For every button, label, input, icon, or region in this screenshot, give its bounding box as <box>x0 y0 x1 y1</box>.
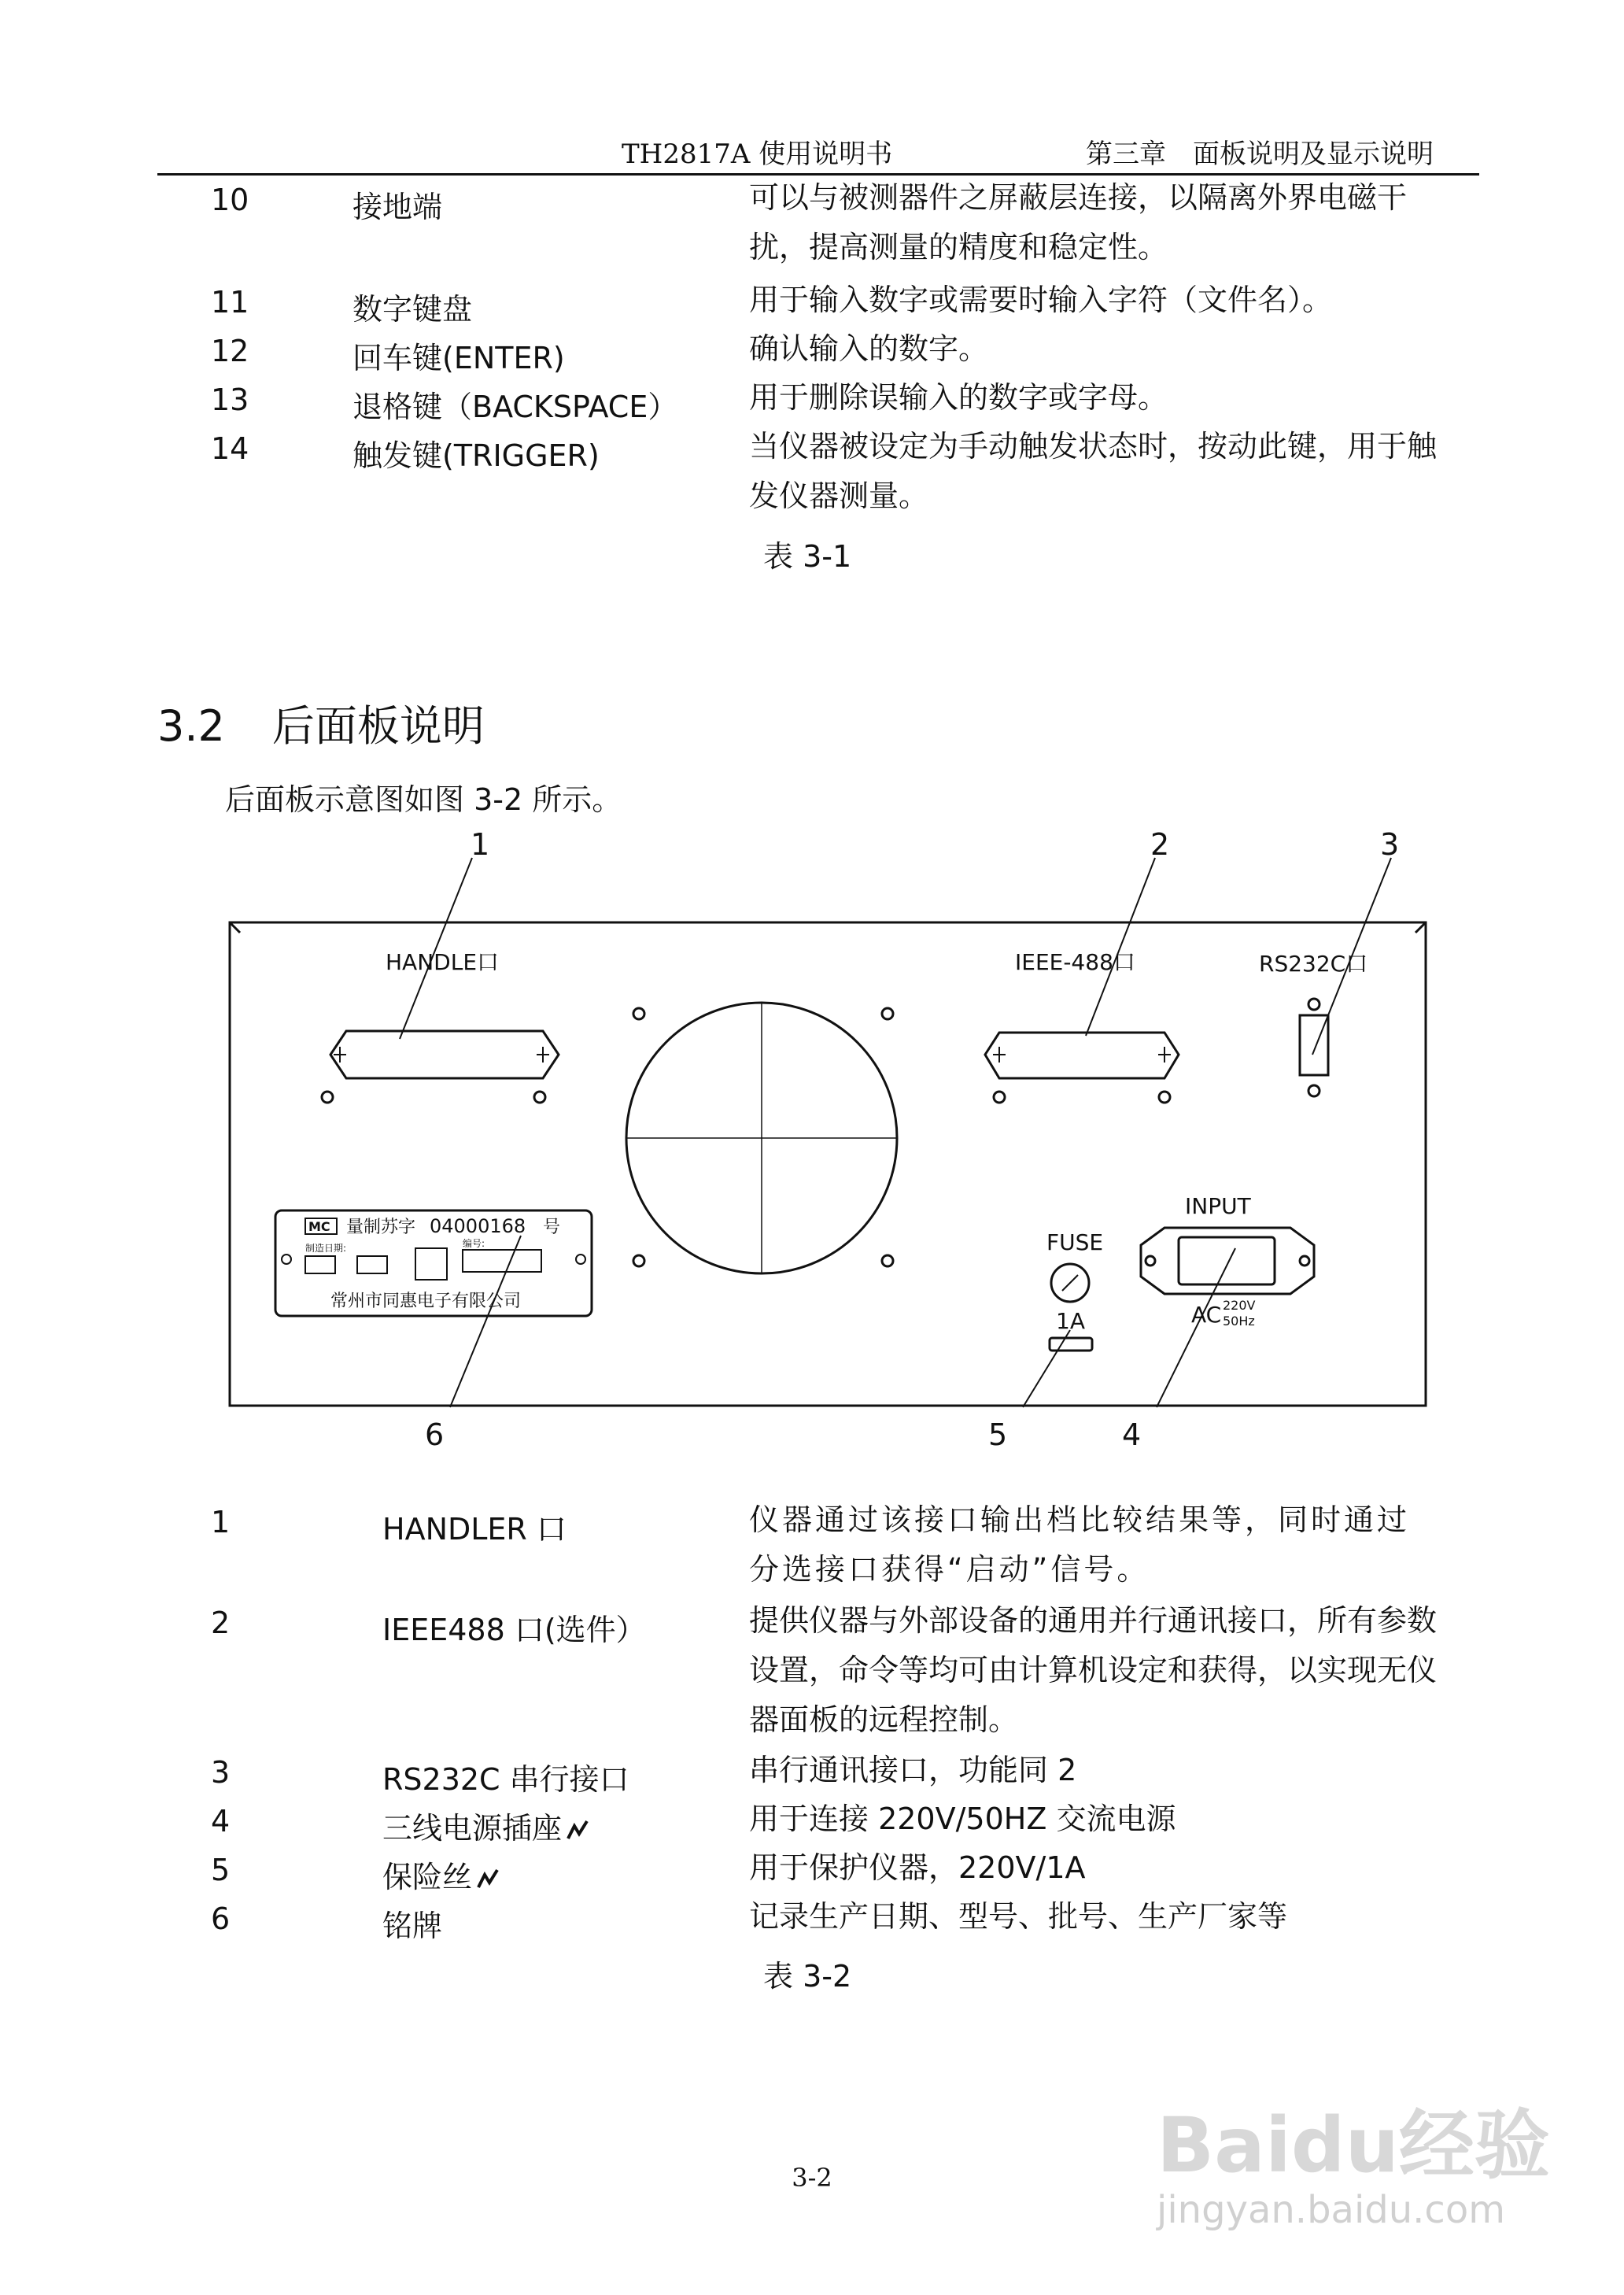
slash-mark-icon <box>565 1818 592 1842</box>
row-number: 5 <box>211 1853 231 1887</box>
watermark-brand: Baidu经验 <box>1157 2101 1550 2190</box>
handle-mount-hole <box>534 1092 545 1103</box>
ieee-mount-hole <box>1159 1092 1170 1103</box>
row-desc: 用于连接 220V/50HZ 交流电源 <box>749 1802 1176 1836</box>
row-desc: 仪器通过该接口输出档比较结果等，同时通过分选接口获得“启动”信号。 <box>749 1502 1411 1587</box>
panel-corner <box>230 922 240 933</box>
callout-leader-6 <box>450 1236 521 1407</box>
section-number: 3.2 <box>157 701 225 751</box>
plate-license: 量制苏字 <box>346 1218 416 1237</box>
ieee-label: IEEE-488口 <box>1015 949 1135 975</box>
fan-screw <box>633 1008 644 1019</box>
ac-label: AC <box>1191 1302 1222 1328</box>
section-heading <box>157 693 532 753</box>
row-desc: 提供仪器与外部设备的通用并行通讯接口，所有参数设置，命令等均可由计算机设定和获得，以实现无仪器面板的远程控制。 <box>749 1603 1438 1737</box>
watermark-url: jingyan.baidu.com <box>1157 2188 1505 2232</box>
table-caption: 表 3-1 <box>763 539 852 574</box>
row-number: 1 <box>211 1505 231 1539</box>
row-name: 触发键(TRIGGER) <box>352 438 600 473</box>
callout-4: 4 <box>1122 1417 1142 1448</box>
row-desc: 记录生产日期、型号、批号、生产厂家等 <box>749 1899 1288 1934</box>
row-desc: 可以与被测器件之屏蔽层连接，以隔离外界电磁干扰，提高测量的精度和稳定性。 <box>749 180 1408 264</box>
plate-emblem <box>415 1248 447 1280</box>
plate-rivet <box>576 1255 585 1264</box>
callout-5: 5 <box>988 1417 1008 1448</box>
callout-leader-2 <box>1086 858 1155 1036</box>
fuse-slot <box>1062 1275 1078 1291</box>
input-label: INPUT <box>1185 1193 1251 1219</box>
row-desc: 用于保护仪器，220V/1A <box>749 1850 1086 1885</box>
fan-screw <box>633 1255 644 1266</box>
ac-voltage: 220V <box>1223 1298 1256 1313</box>
chapter-title: 第三章 面板说明及显示说明 <box>1086 139 1434 170</box>
row-name: HANDLER 口 <box>382 1512 567 1547</box>
fan-screw <box>882 1255 893 1266</box>
callout-3: 3 <box>1380 827 1400 862</box>
row-number: 14 <box>211 431 249 466</box>
row-desc: 串行通讯接口，功能同 2 <box>749 1753 1077 1787</box>
row-number: 3 <box>211 1755 231 1790</box>
row-number: 6 <box>211 1901 231 1936</box>
row-desc: 用于删除误输入的数字或字母。 <box>749 380 1168 415</box>
plate-logo: MC <box>308 1219 330 1234</box>
callout-leader-5 <box>1023 1330 1070 1407</box>
plate-date-label: 制造日期: <box>305 1243 347 1254</box>
row-number: 10 <box>211 183 249 217</box>
callout-6: 6 <box>425 1417 445 1448</box>
fuse-cartridge <box>1050 1338 1092 1351</box>
rs232-mount-hole <box>1308 1085 1320 1096</box>
plate-date-box <box>305 1256 335 1273</box>
row-name: 数字键盘 <box>352 292 473 327</box>
row-name: RS232C 串行接口 <box>382 1762 629 1797</box>
plate-license-no: 04000168 <box>430 1215 526 1237</box>
row-name <box>382 1804 592 1847</box>
plate-serial-label: 编号: <box>463 1238 485 1249</box>
ieee-connector <box>985 1033 1179 1078</box>
handle-mount-hole <box>322 1092 333 1103</box>
power-inlet-screw <box>1146 1256 1155 1266</box>
panel-outline <box>230 922 1426 1406</box>
rs232-label: RS232C口 <box>1259 951 1368 977</box>
power-inlet-socket <box>1179 1237 1275 1284</box>
doc-title: TH2817A 使用说明书 <box>622 139 893 170</box>
plate-license-suffix: 号 <box>543 1218 561 1237</box>
fuse-rating: 1A <box>1056 1308 1085 1334</box>
row-name: 回车键(ENTER) <box>352 341 565 375</box>
handle-connector <box>330 1031 559 1078</box>
row-desc: 确认输入的数字。 <box>749 331 989 366</box>
power-inlet-screw <box>1300 1256 1309 1266</box>
row-number: 13 <box>211 382 249 417</box>
fan-screw <box>882 1008 893 1019</box>
handle-label: HANDLE口 <box>386 949 500 975</box>
row-name-text: 保险丝 <box>382 1860 473 1894</box>
row-number: 11 <box>211 285 249 320</box>
row-name <box>382 1853 502 1896</box>
callout-leader-1 <box>400 858 472 1039</box>
plate-company: 常州市同惠电子有限公司 <box>330 1292 522 1311</box>
ieee-mount-hole <box>994 1092 1005 1103</box>
callout-1: 1 <box>471 827 490 862</box>
row-name: 铭牌 <box>382 1909 443 1943</box>
row-desc: 用于输入数字或需要时输入字符（文件名）。 <box>749 283 1333 317</box>
row-name-text: 三线电源插座 <box>382 1811 563 1846</box>
row-name: IEEE488 口(选件） <box>382 1613 646 1647</box>
row-number: 12 <box>211 334 249 368</box>
panel-corner <box>1415 922 1426 933</box>
plate-serial-box <box>463 1250 541 1272</box>
ac-frequency: 50Hz <box>1223 1314 1255 1329</box>
plate-rivet <box>282 1255 291 1264</box>
row-desc: 当仪器被设定为手动触发状态时，按动此键，用于触发仪器测量。 <box>749 429 1438 513</box>
row-number: 2 <box>211 1606 231 1640</box>
rear-panel-diagram <box>0 819 1624 1448</box>
slash-mark-icon <box>475 1867 502 1890</box>
plate-date-box <box>357 1256 387 1273</box>
rs232-mount-hole <box>1308 999 1320 1010</box>
section-intro: 后面板示意图如图 3-2 所示。 <box>225 782 622 817</box>
page-number: 3-2 <box>792 2163 832 2193</box>
section-title: 后面板说明 <box>271 701 485 751</box>
fuse-label: FUSE <box>1046 1229 1104 1255</box>
row-name: 退格键（BACKSPACE） <box>352 390 678 424</box>
row-name: 接地端 <box>352 190 443 224</box>
row-number: 4 <box>211 1804 231 1839</box>
callout-2: 2 <box>1150 827 1170 862</box>
table-caption: 表 3-2 <box>763 1959 852 1994</box>
